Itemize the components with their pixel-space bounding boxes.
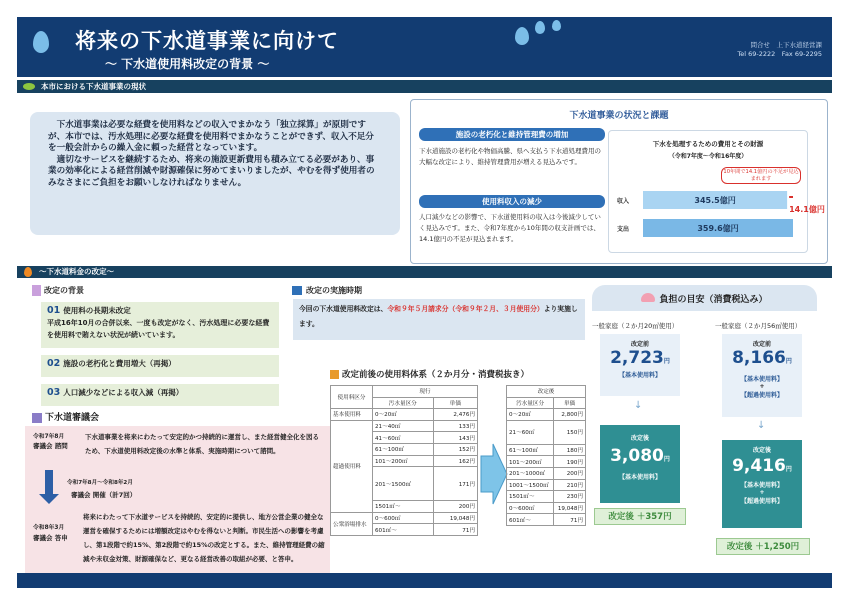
water-drop-icon [24,267,32,277]
table-row: 101～200㎥ 190円 [507,456,586,468]
drop-icon [641,293,655,302]
finance-chart [608,130,825,253]
table-row: 超過使用料 21～40㎥ 133円 [331,420,478,432]
council-label-1: 審議会 諮問 [33,442,68,450]
burden-case-1: 一般家庭（２か月20㎥使用） [592,322,679,330]
category-label: 収入 [617,198,630,205]
status-title: 下水道事業の状況と課題 [569,111,669,121]
chart-subtitle: （令和7年度～令和16年度） [668,153,748,160]
table-row: 61～100㎥ 180円 [507,444,586,456]
issue1-label: 施設の老朽化と維持管理費の増加 [419,128,605,141]
water-drop-icon [535,21,545,34]
background-heading: 改定の背景 [32,285,84,296]
council-date-2: 令和7年8月～令和8年2月 [67,480,133,486]
burden-heading: 負担の目安（消費税込み） [592,285,817,311]
footer-bar [17,573,832,588]
table-row: 0～20㎥ 2,800円 [507,409,586,421]
page-subtitle: ～ 下水道使用料改定の背景 ～ [105,57,270,71]
burden-case-2: 一般家庭（２か月56㎥使用） [715,322,802,330]
issue2-label: 使用料収入の減少 [419,195,605,208]
status-panel [410,99,828,264]
arrow-right-icon [481,444,507,504]
table-row: 101～200㎥ 162円 [331,455,478,467]
council-text-3: 将来にわたって下水道サービスを持続的、安定的に提供し、地方公営企業の健全な運営を確保するためには増額改定はやむを得ないと判断。市民生活への影響を考慮し、第1段階で約15%、第2段階で約15%の改定とする。また、維持管理経費の縮減や未収金対策、財源確保など、更なる経営改善の取組が必要、と答申。 [83,513,325,563]
background-item-2: 02 施設の老朽化と費用増大（再掲） [41,355,279,377]
fee-table-title: 改定前後の使用料体系（２か月分・消費税抜き） [330,368,529,380]
water-drop-icon [552,20,561,31]
issue2-text: 人口減少などの影響で、下水道使用料の収入は今後減少していく見込みです。また、令和7年度から10年間の収支計画では、14.1億円の不足が見込まれます。 [419,213,601,243]
timeline-arrow [45,470,53,494]
intro-paragraph-1: 下水道事業は必要な経費を使用料などの収入でまかなう「独立採算」が原則ですが、本市では、汚水処理に必要な経費を使用料でまかなうことができず、収入不足分を一般会計からの繰入金に頼った経営となっています。 [48,120,374,153]
contact-info: 問合せ 上下水道経営課 Tel 69-2222 Fax 69-2295 [737,41,822,58]
table-row: 基本使用料 0～20㎥ 2,476円 [331,409,478,421]
chart-title: 下水を処理するための費用とその財源 [652,140,764,148]
calendar-icon [292,286,302,295]
council-date-3: 令和8年3月 [33,525,65,531]
water-drop-icon [33,31,49,53]
case1-before-box: 改定前 2,723円 【基本使用料】 [600,334,680,396]
chart-annotation: 10年間で14.1億円の不足が見込まれます [721,167,801,184]
down-arrow-icon: ↓ [757,420,766,431]
table-row: 201～1000㎥ 200円 [507,467,586,479]
issue1-text: 下水道施設の老朽化や物価高騰、県へ支払う下水道処理費用の大幅な改定により、維持管理費用が増える見込みです。 [419,147,601,166]
table-row: 0～600㎥ 19,048円 [507,502,586,514]
case2-before-box: 改定前 8,166円 【基本使用料】 + 【超過使用料】 [722,334,802,417]
council-label-3: 審議会 答申 [33,534,68,542]
table-row: 601㎥～ 71円 [507,514,586,526]
council-heading: 下水道審議会 [32,410,99,423]
table-row: 公衆浴場排水 0～600㎥ 19,048円 [331,512,478,524]
bar-value-label: 359.6億円 [697,224,739,233]
background-item-1: 01 使用料の長期未改定 平成16年10月の合併以来、一度も改定がなく、汚水処理に必要な経費を使用料で賄えない状況が続いています。 [41,302,279,348]
case2-after-box: 改定後 9,416円 【基本使用料】 + 【超過使用料】 [722,440,802,528]
council-timeline [25,426,330,576]
intro-text-box [30,112,400,235]
case2-change-badge: 改定後 ＋1,250円 [716,538,810,555]
council-label-2: 審議会 開催（計7回） [71,491,137,499]
current-fee-table: 使用料区分 現行 汚水量区分 単価 基本使用料 0～20㎥ 2,476円 超過使用料 21～40㎥ 133円 41～60㎥ 143円 61～100㎥ 152円 101～200㎥ 162円 201～1500㎥ 171円 1501㎥～ 200円 公衆浴場排水 0～600㎥ 19,048円 601㎥～ 71円 [330,385,478,536]
section-bar-fee-revision: ～下水道料金の改定～ [17,266,832,278]
table-row: 1501㎥～ 200円 [331,501,478,513]
table-row: 601㎥～ 71円 [331,524,478,536]
council-date-1: 令和7年8月 [33,434,65,440]
case1-change-badge: 改定後 ＋357円 [594,508,686,525]
calendar-icon [32,413,42,423]
implementation-heading: 改定の実施時期 [292,285,362,296]
table-row: 41～60㎥ 143円 [331,432,478,444]
table-row: 61～100㎥ 152円 [331,443,478,455]
category-label: 支出 [617,226,630,233]
down-arrow-icon: ↓ [634,400,643,411]
header-banner [17,17,832,77]
implementation-box: 今回の下水道使用料改定は、令和９年５月請求分（令和９年２月、３月使用分）より実施します。 [293,299,585,340]
intro-paragraph-2: 適切なサービスを継続するため、将来の施設更新費用も積み立てる必要があり、事業の効率化による経営削減や財源確保に努めてまいりましたが、やむを得ず使用者のみなさまにご負担をお願いしなければなりません。 [48,154,375,188]
background-item-3: 03 人口減少などによる収入減（再掲） [41,384,279,406]
chart-svg [609,131,825,254]
shortfall-label: 14.1億円 [789,205,825,214]
bar-value-label: 345.5億円 [694,196,736,205]
table-row: 21～60㎥ 150円 [507,420,586,444]
water-drop-icon [515,27,529,45]
case1-after-box: 改定後 3,080円 【基本使用料】 [600,425,680,503]
document-icon [32,285,41,296]
table-icon [330,370,339,379]
council-text-1: 下水道事業を将来にわたって安定的かつ持続的に運営し、また経営健全化を図るため、下水道使用料改定後の水準と体系、実施時期について諮問。 [85,433,319,455]
page-title: 将来の下水道事業に向けて [75,29,339,53]
revised-fee-table: 改定後 汚水量区分 単価 0～20㎥ 2,800円 21～60㎥ 150円 61～100㎥ 180円 101～200㎥ 190円 201～1000㎥ 200円 1001～1500㎥ 210円 1501㎥～ 230円 0～600㎥ 19,048円 601㎥～ 71円 [506,385,586,526]
table-row: 1501㎥～ 230円 [507,491,586,503]
section-bar-current-status: 本市における下水道事業の現状 [17,80,832,93]
leaf-icon [23,83,35,90]
table-row: 201～1500㎥ 171円 [331,467,478,501]
timeline-arrow-head [39,494,59,504]
table-row: 1001～1500㎥ 210円 [507,479,586,491]
